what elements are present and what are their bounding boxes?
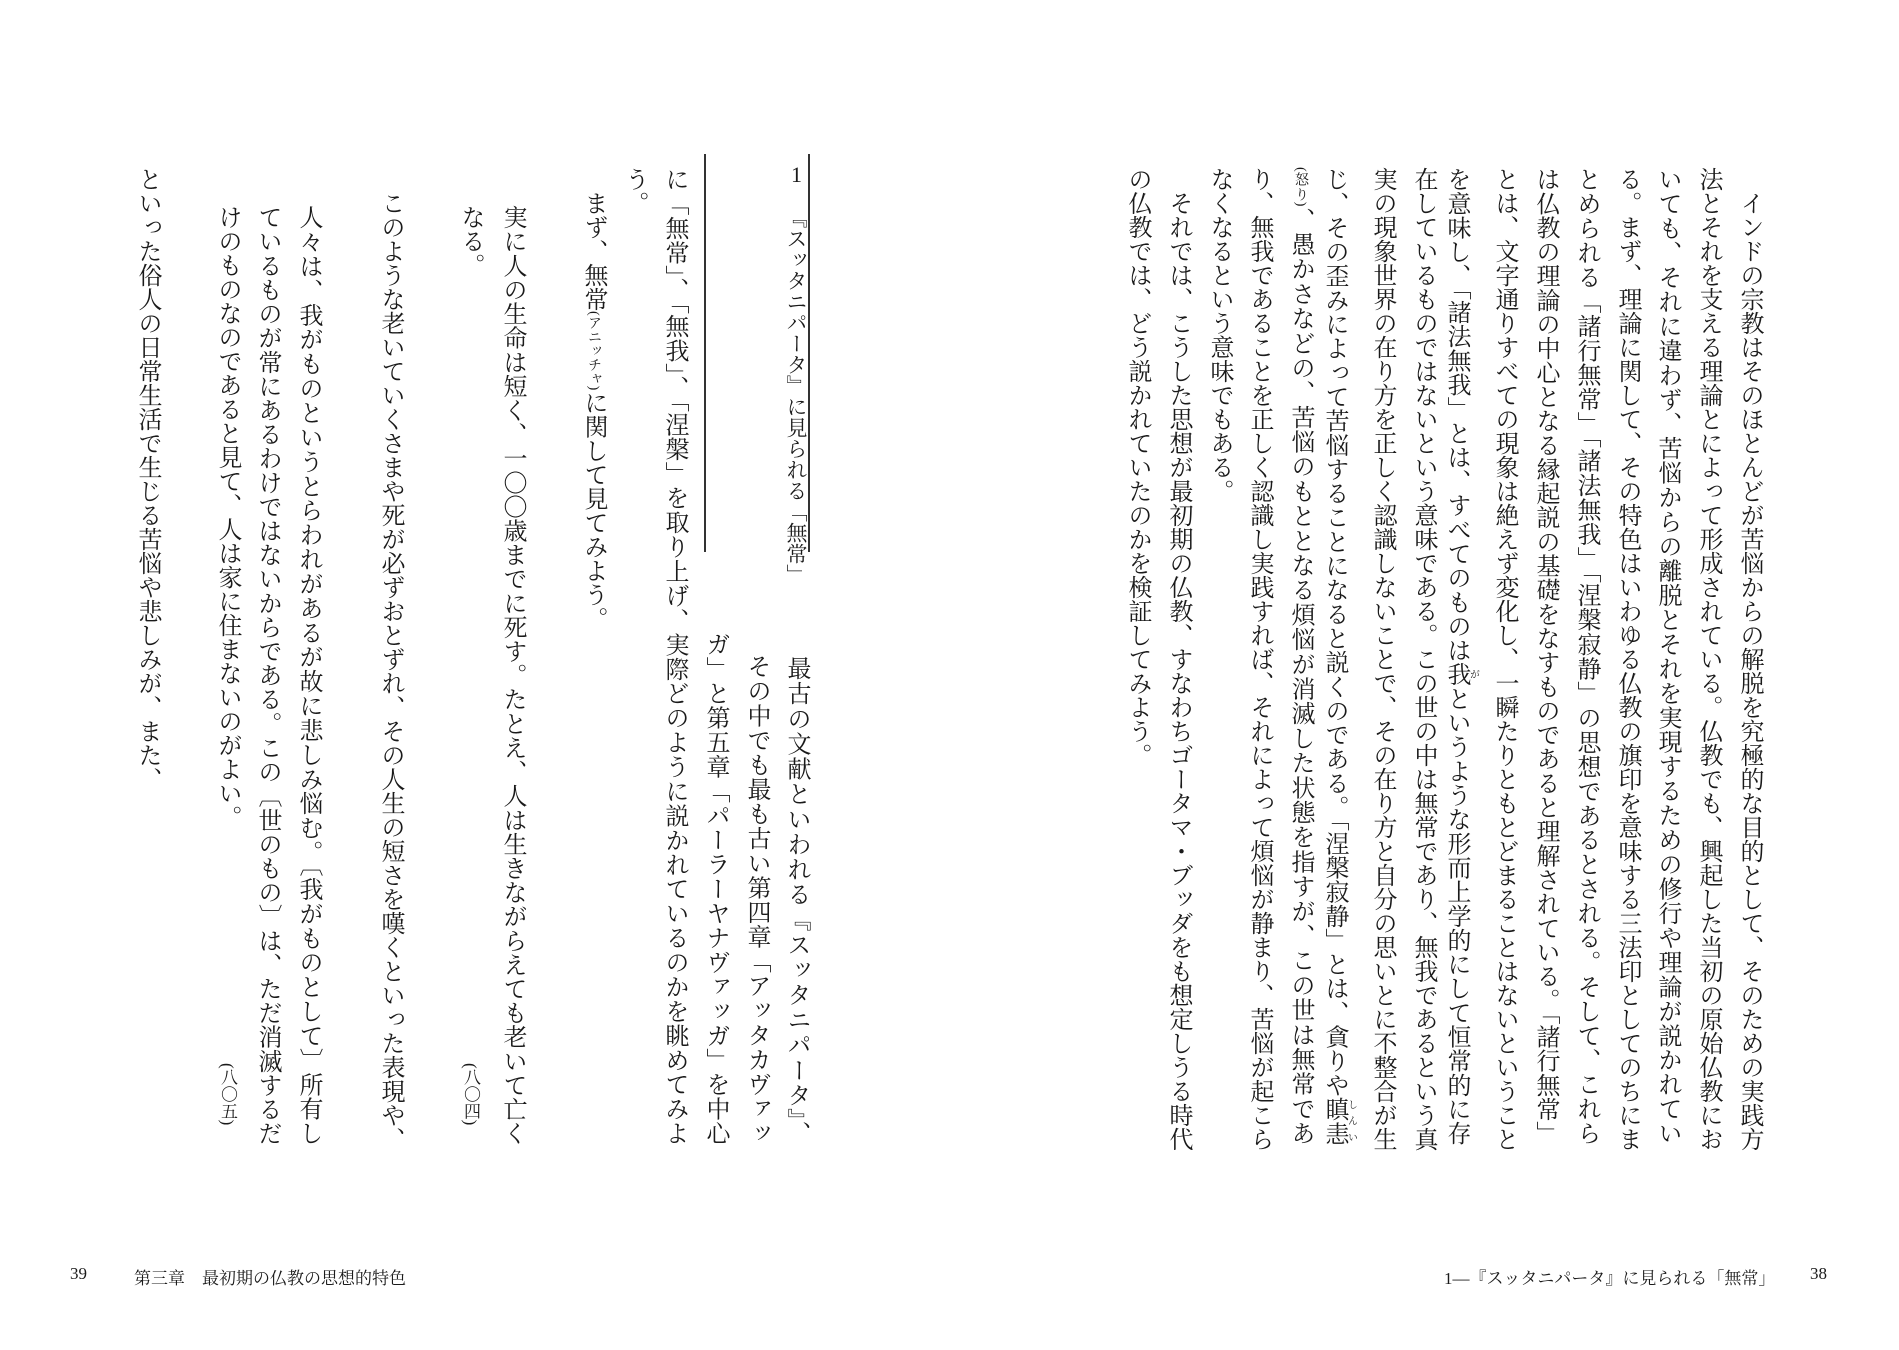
text-line: 法とそれを支える理論とによって形成されている。仏教でも、興起した当初の原始仏教にお [1695,167,1721,1151]
text-line: り、無我であることを正しく認識し実践すれば、それによって煩悩が静まり、苦悩が起こら [1246,167,1272,1151]
running-head: 1—『スッタニパータ』に見られる「無常」 [1444,1269,1776,1288]
ruby-base: 瞋恚 [1321,1096,1347,1146]
text-line: 実の現象世界の在り方を正しく認識しないことで、その在り方と自分の思いとに不整合が生 [1369,167,1395,1151]
ruby-word [1443,662,1479,687]
text-line: る。まず、理論に関して、その特色はいわゆる仏教の旗印を意味する三法印としてのちにま [1614,167,1640,1151]
text-line: といった俗人の日常生活で生じる苦悩や悲しみが、また、 [134,167,160,791]
text-line: このような老いていくさまや死が必ずおとずれ、その人生の短さを嘆くといった表現や、 [377,191,403,1151]
page-number: 39 [70,1264,87,1283]
text-line: インドの宗教はそのほとんどが苦悩からの解脱を究極的な目的として、そのための実践方 [1736,191,1762,1151]
quote-line: なる。 [457,205,483,277]
text-line [578,191,608,630]
ruby-reading: しんい [1345,1096,1357,1145]
section-number: 1 [784,162,809,187]
text-line: に「無常」、「無我」、「涅槃」を取り上げ、実際どのように説かれているのかを眺めてみよ [661,167,687,1146]
text-segment: というような形而上学的にして恒常的に存 [1443,686,1469,1146]
page-number: 38 [1810,1264,1827,1283]
text-segment: を意味し、「諸法無我」とは、すべてのものは [1443,167,1469,663]
text-segment: まず、無常 [580,191,606,311]
text-line [1285,167,1315,1145]
text-line [1321,167,1357,1146]
text-line: 在しているものではないという意味である。この世の中は無常であり、無我であるという真 [1410,167,1436,1151]
inline-annotation: (アニッチャ) [586,311,601,391]
ruby-word [1321,1096,1357,1146]
quote-line: 人々は、我がものというとらわれがあるが故に悲しみ悩む。〔我がものとして〕所有し [295,205,321,1145]
inline-annotation: (怒り) [1293,167,1308,207]
quote-line: けのものなのであると見て、人は家に住まないのがよい。 [214,205,240,829]
section-heading [781,162,811,585]
text-segment: 、愚かさなどの、苦悩のもととなる煩悩が消滅した状態を指すが、この世は無常であ [1287,206,1313,1146]
verse-reference: (八〇四) [461,1063,480,1126]
text-line: う。 [621,167,647,215]
text-line: の仏教では、どう説かれていたのかを検証してみよう。 [1124,167,1150,767]
text-line: は仏教の理論の中心となる縁起説の基礎をなすものであると理解されている。「諸行無常」 [1532,167,1558,1145]
text-line: なくなるという意味でもある。 [1206,167,1232,503]
text-line: とめられる「諸行無常」「諸法無我」「涅槃寂静」の思想であるとされる。そして、これら [1573,167,1599,1145]
text-line: 最古の文献といわれる『スッタニパータ』、 [783,656,809,1145]
quote-line: ているものが常にあるわけではないからである。この〔世のもの〕は、ただ消滅するだ [254,205,280,1145]
text-line: いても、それに違わず、苦悩からの離脱とそれを実現するための修行や理論が説かれてい [1654,167,1680,1146]
text-line [1443,167,1479,1146]
text-segment: に関して見てみよう。 [580,390,606,631]
section-title: 『スッタニパータ』に見られる「無常」 [784,207,808,585]
text-line: その中でも最も古い第四章「アッタカヴァッ [743,654,769,1145]
text-segment: じ、その歪みによって苦悩することになると説くのである。「涅槃寂静」とは、貪りや [1321,167,1347,1097]
ruby-base: 我 [1443,662,1469,687]
running-head: 第三章 最初期の仏教の思想的特色 [134,1269,406,1288]
ruby-reading: が [1467,662,1479,687]
heading-rule-left [704,154,706,552]
text-line: とは、文字通りすべての現象は絶えず変化し、一瞬たりともとどまることはないということ [1491,167,1517,1151]
text-line: ガ」と第五章「パーラーヤナヴァッガ」を中心 [702,632,728,1145]
text-line: それでは、こうした思想が最初期の仏教、すなわちゴータマ・ブッダをも想定しうる時代 [1165,191,1191,1151]
verse-reference: (八〇五) [218,1063,237,1126]
quote-line: 実に人の生命は短く、一〇〇歳までに死す。たとえ、人は生きながらえても老いて亡く [499,205,525,1145]
